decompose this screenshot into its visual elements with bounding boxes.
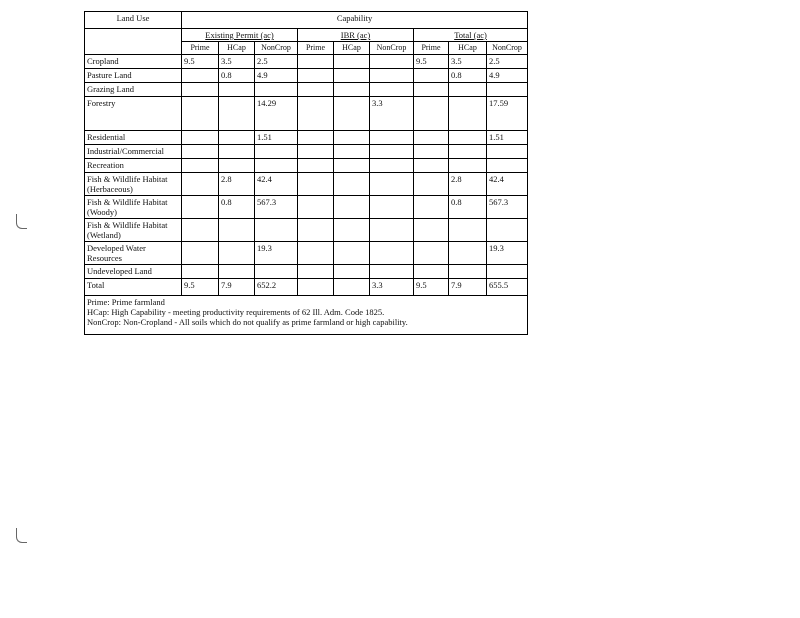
footnote-line: Prime: Prime farmland: [87, 297, 165, 307]
table-cell: 567.3: [255, 196, 298, 219]
table-cell: 3.5: [219, 55, 255, 69]
table-cell: [449, 242, 487, 265]
table-row: [85, 83, 528, 97]
table-cell: [334, 265, 370, 279]
table-cell: 14.29: [255, 97, 298, 131]
table-cell: [370, 69, 414, 83]
table-cell: [255, 159, 298, 173]
table-cell: [298, 173, 334, 196]
table-cell: [449, 145, 487, 159]
table-cell: 9.5: [414, 279, 449, 296]
table-cell: [449, 131, 487, 145]
table-cell: 0.8: [449, 196, 487, 219]
land-use-table: [84, 11, 528, 335]
table-cell: [219, 131, 255, 145]
table-cell: 655.5: [487, 279, 528, 296]
table-cell: 7.9: [219, 279, 255, 296]
table-cell: [334, 55, 370, 69]
table-cell: 42.4: [255, 173, 298, 196]
row-label: Grazing Land: [85, 83, 182, 97]
table-row: [85, 145, 528, 159]
table-cell: 3.3: [370, 279, 414, 296]
table-cell: 0.8: [219, 196, 255, 219]
table-cell: 567.3: [487, 196, 528, 219]
row-label: Pasture Land: [85, 69, 182, 83]
table-cell: [182, 242, 219, 265]
table-cell: [334, 97, 370, 131]
table-cell: 1.51: [255, 131, 298, 145]
table-cell: [334, 242, 370, 265]
table-cell: 1.51: [487, 131, 528, 145]
row-label: Undeveloped Land: [85, 265, 182, 279]
row-label: Forestry: [85, 97, 182, 131]
table-cell: [182, 97, 219, 131]
table-cell: [414, 97, 449, 131]
subheader-hcap: HCap: [334, 42, 370, 55]
notes-row: [85, 296, 528, 335]
header-land-use: Land Use: [85, 12, 182, 29]
table-cell: [370, 145, 414, 159]
table-cell: [182, 83, 219, 97]
table-cell: 42.4: [487, 173, 528, 196]
table-cell: [182, 173, 219, 196]
table-cell: [219, 145, 255, 159]
table-row: [85, 159, 528, 173]
table-cell: [414, 131, 449, 145]
table-cell: [370, 196, 414, 219]
table-row: [85, 173, 528, 196]
table-cell: [219, 83, 255, 97]
land-use-capability-table: [84, 11, 527, 335]
table-row: [85, 219, 528, 242]
table-cell: [298, 279, 334, 296]
table-cell: [370, 83, 414, 97]
table-cell: 4.9: [255, 69, 298, 83]
row-label: Fish & Wildlife Habitat (Wetland): [85, 219, 182, 242]
table-cell: 0.8: [449, 69, 487, 83]
table-cell: [334, 279, 370, 296]
table-row: [85, 97, 528, 131]
row-label: Fish & Wildlife Habitat (Woody): [85, 196, 182, 219]
page-edge-mark: [16, 214, 27, 229]
table-cell: [255, 83, 298, 97]
table-cell: [298, 219, 334, 242]
table-cell: [219, 159, 255, 173]
table-cell: [182, 145, 219, 159]
table-cell: [298, 242, 334, 265]
footnotes: [85, 296, 528, 335]
table-cell: [334, 83, 370, 97]
table-cell: [334, 131, 370, 145]
table-cell: [449, 159, 487, 173]
table-cell: [414, 242, 449, 265]
table-cell: 3.5: [449, 55, 487, 69]
table-cell: 2.5: [255, 55, 298, 69]
subheader-noncrop: NonCrop: [370, 42, 414, 55]
header-spacer: [85, 42, 182, 55]
subheader-prime: Prime: [298, 42, 334, 55]
table-cell: [298, 159, 334, 173]
table-cell: [370, 173, 414, 196]
table-cell: [370, 265, 414, 279]
table-cell: [370, 131, 414, 145]
table-cell: [449, 265, 487, 279]
table-cell: [414, 83, 449, 97]
table-cell: [487, 265, 528, 279]
table-cell: 4.9: [487, 69, 528, 83]
table-cell: [334, 173, 370, 196]
row-label: Recreation: [85, 159, 182, 173]
table-cell: 2.5: [487, 55, 528, 69]
table-cell: [487, 145, 528, 159]
table-cell: [414, 145, 449, 159]
table-cell: 7.9: [449, 279, 487, 296]
table-cell: [487, 83, 528, 97]
table-cell: [334, 159, 370, 173]
row-label: Fish & Wildlife Habitat (Herbaceous): [85, 173, 182, 196]
table-cell: [298, 97, 334, 131]
subheader-prime: Prime: [182, 42, 219, 55]
table-cell: 19.3: [487, 242, 528, 265]
table-cell: [219, 97, 255, 131]
row-label: Industrial/Commercial: [85, 145, 182, 159]
table-cell: [414, 219, 449, 242]
table-cell: [334, 69, 370, 83]
table-cell: [334, 196, 370, 219]
table-cell: [487, 159, 528, 173]
table-cell: [298, 69, 334, 83]
subheader-hcap: HCap: [219, 42, 255, 55]
table-cell: 652.2: [255, 279, 298, 296]
page-edge-mark: [16, 528, 27, 543]
table-row: [85, 265, 528, 279]
table-cell: 17.59: [487, 97, 528, 131]
table-cell: [219, 219, 255, 242]
table-cell: [255, 219, 298, 242]
table-cell: [182, 265, 219, 279]
table-row: [85, 69, 528, 83]
table-cell: [414, 69, 449, 83]
table-cell: [182, 196, 219, 219]
table-row: [85, 131, 528, 145]
table-cell: 9.5: [182, 55, 219, 69]
footnote-line: HCap: High Capability - meeting productivity requirements of 62 Ill. Adm. Code 1825.: [87, 307, 385, 317]
header-capability: Capability: [182, 12, 528, 29]
table-row: [85, 55, 528, 69]
row-label: Residential: [85, 131, 182, 145]
subheader-prime: Prime: [414, 42, 449, 55]
subheader-hcap: HCap: [449, 42, 487, 55]
table-cell: [449, 97, 487, 131]
table-cell: [370, 219, 414, 242]
table-cell: [487, 219, 528, 242]
table-cell: [298, 131, 334, 145]
table-row: [85, 196, 528, 219]
table-cell: 0.8: [219, 69, 255, 83]
table-cell: [182, 159, 219, 173]
table-cell: [449, 219, 487, 242]
table-cell: [182, 69, 219, 83]
table-cell: [414, 265, 449, 279]
group-total: Total (ac): [414, 29, 528, 42]
table-cell: [298, 83, 334, 97]
table-cell: [298, 265, 334, 279]
table-cell: [449, 83, 487, 97]
table-cell: 9.5: [414, 55, 449, 69]
footnote-line: NonCrop: Non-Cropland - All soils which do not qualify as prime farmland or high capability.: [87, 317, 408, 327]
table-cell: [219, 242, 255, 265]
table-cell: [298, 145, 334, 159]
table-cell: 9.5: [182, 279, 219, 296]
table-cell: [370, 242, 414, 265]
table-cell: 3.3: [370, 97, 414, 131]
table-cell: [182, 131, 219, 145]
table-cell: [334, 219, 370, 242]
table-cell: [414, 173, 449, 196]
table-cell: [182, 219, 219, 242]
table-cell: [370, 159, 414, 173]
table-cell: [298, 196, 334, 219]
table-cell: [255, 145, 298, 159]
table-cell: [414, 159, 449, 173]
table-cell: [219, 265, 255, 279]
row-label: Developed Water Resources: [85, 242, 182, 265]
table-cell: [298, 55, 334, 69]
group-existing-permit: Existing Permit (ac): [182, 29, 298, 42]
table-cell: [255, 265, 298, 279]
table-cell: 2.8: [449, 173, 487, 196]
header-spacer: [85, 29, 182, 42]
table-cell: [414, 196, 449, 219]
subheader-noncrop: NonCrop: [487, 42, 528, 55]
table-cell: 19.3: [255, 242, 298, 265]
row-label: Total: [85, 279, 182, 296]
row-label: Cropland: [85, 55, 182, 69]
subheader-noncrop: NonCrop: [255, 42, 298, 55]
table-row: [85, 242, 528, 265]
group-ibr: IBR (ac): [298, 29, 414, 42]
table-row: [85, 279, 528, 296]
table-cell: [334, 145, 370, 159]
table-cell: 2.8: [219, 173, 255, 196]
table-cell: [370, 55, 414, 69]
